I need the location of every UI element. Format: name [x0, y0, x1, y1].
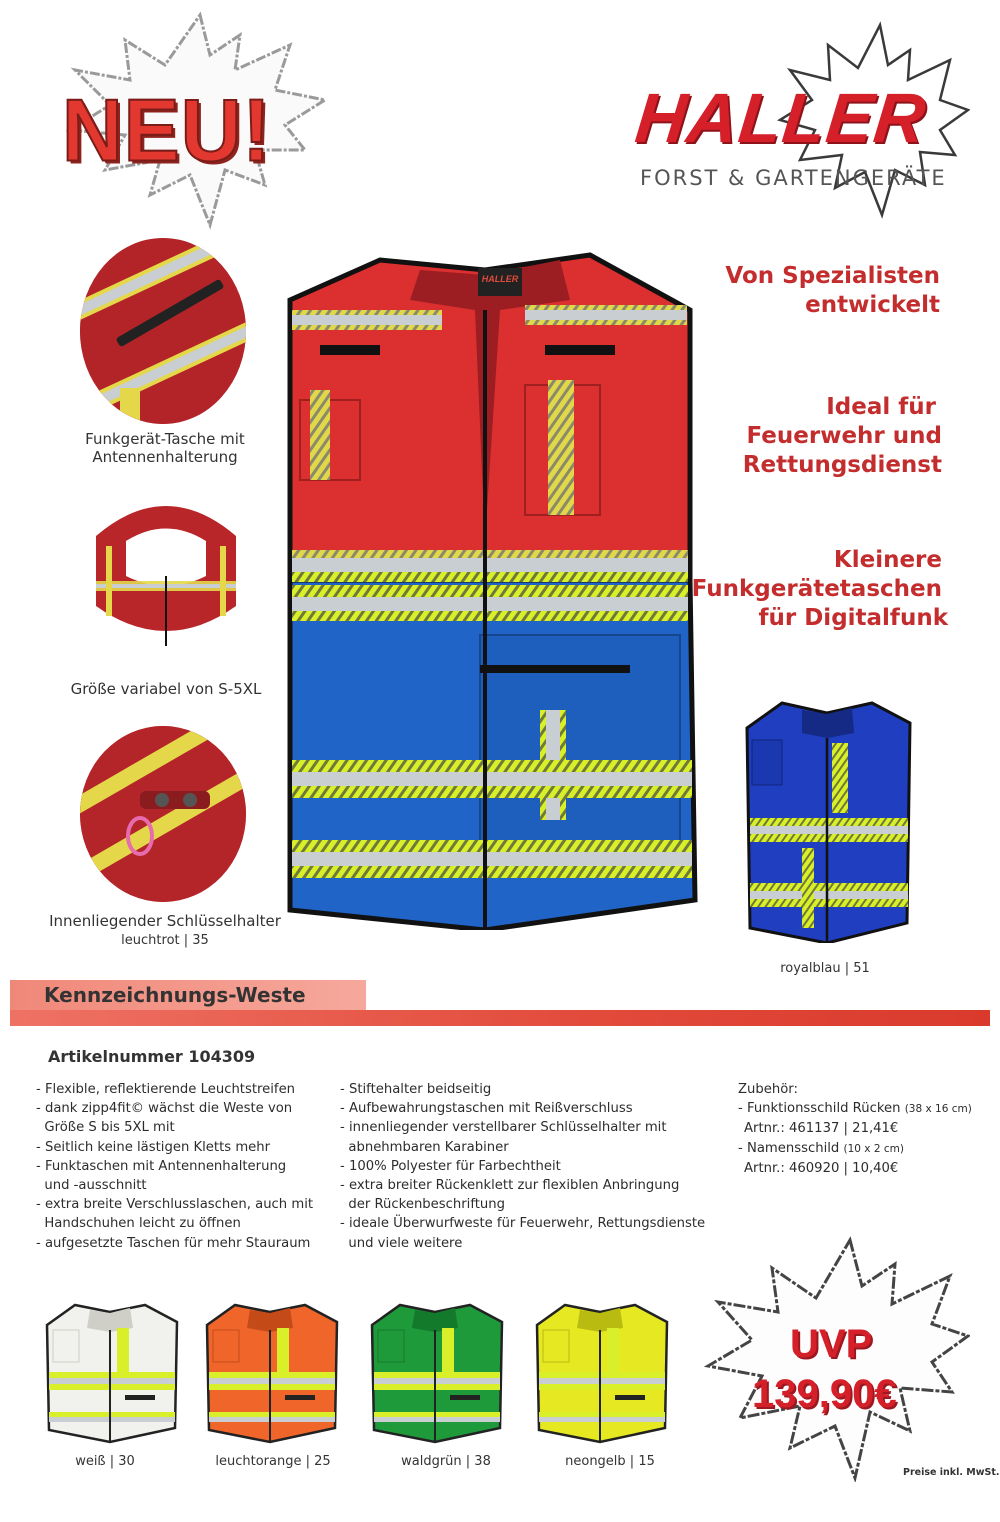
product-title: Kennzeichnungs-Weste [44, 983, 306, 1007]
accessories-list [738, 1080, 988, 1178]
variant-vest-part [615, 1395, 645, 1400]
variant-vest-part [125, 1395, 155, 1400]
variant-label: leuchtorange | 25 [215, 1454, 331, 1469]
list-item: Handschuhen leicht zu öffnen [36, 1216, 241, 1232]
variant-vest-part [607, 1328, 619, 1376]
detail-photo-size [86, 486, 246, 658]
variant-vest-part [117, 1328, 129, 1376]
feature-list-middle [340, 1080, 720, 1253]
variant-vest-part [539, 1378, 665, 1384]
variant-vest-part [539, 1417, 665, 1422]
vest-collar-label: HALLER [481, 274, 519, 284]
detail-caption-size: Größe variabel von S-5XL [70, 680, 262, 698]
list-item: abnehmbaren Karabiner [340, 1139, 509, 1155]
detail-photo-key-holder [80, 726, 246, 902]
accessory-art: Artnr.: 461137 | 21,41€ [744, 1121, 899, 1137]
variant-vest-part [209, 1372, 335, 1378]
variant-vest-part [378, 1330, 404, 1362]
list-item: - Aufbewahrungstaschen mit Reißverschluss [340, 1101, 633, 1117]
list-item: - dank zipp4fit© wächst die Weste von [36, 1101, 293, 1117]
variant-vest-part [374, 1412, 500, 1417]
variant-vest-part [539, 1412, 665, 1417]
vat-note: Preise inkl. MwSt. [903, 1467, 1000, 1478]
feature-fire-rescue: Ideal für Feuerwehr und Rettungsdienst [742, 394, 942, 478]
variant-vest-part [49, 1372, 175, 1378]
list-item: - Flexible, reflektierende Leuchtstreifen [36, 1082, 296, 1097]
variant-vest-part [53, 1330, 79, 1362]
variant-vest-part [374, 1384, 500, 1390]
variant-gallery [30, 1300, 690, 1490]
variant-vest-part [49, 1417, 175, 1422]
variant-label: weiß | 30 [75, 1454, 135, 1469]
variant-vest-part [450, 1395, 480, 1400]
section-divider-bar [10, 1010, 990, 1026]
variant-vest-part [49, 1378, 175, 1384]
variant-vest-part [374, 1372, 500, 1378]
list-item: - aufgesetzte Taschen für mehr Stauraum [36, 1235, 311, 1251]
variant-vest [47, 1305, 177, 1442]
variant-vest-part [374, 1378, 500, 1384]
article-number: Artikelnummer 104309 [48, 1047, 256, 1066]
list-item: - Funktaschen mit Antennenhalterung [36, 1158, 287, 1174]
variant-vest-part [213, 1330, 239, 1362]
variant-vest-part [543, 1330, 569, 1362]
list-item: - extra breite Verschlusslaschen, auch mit [36, 1197, 314, 1213]
list-item: - ideale Überwurfweste für Feuerwehr, Rettungsdienste [340, 1216, 706, 1232]
variant-photo-royalblue [742, 698, 914, 943]
detail-caption-key-holder: Innenliegender Schlüsselhalter leuchtrot | 35 [49, 912, 281, 948]
price-label: UVP [790, 1322, 873, 1366]
variant-label-royalblue: royalblau | 51 [780, 961, 870, 976]
list-item: der Rückenbeschriftung [340, 1197, 506, 1213]
variant-vest [207, 1305, 337, 1442]
variant-vest [372, 1305, 502, 1442]
variant-vest-part [49, 1412, 175, 1417]
list-item: und viele weitere [340, 1235, 463, 1251]
detail-photo-radio-pocket [80, 238, 246, 424]
variant-vest-part [277, 1328, 289, 1376]
accessory-item: - Namensschild (10 x 2 cm) [738, 1140, 904, 1156]
variant-vest-part [442, 1328, 454, 1376]
list-item: - Stiftehalter beidseitig [340, 1082, 492, 1097]
variant-vest-part [209, 1417, 335, 1422]
list-item: - 100% Polyester für Farbechtheit [340, 1158, 561, 1174]
brand-logo-subtitle: FORST & GARTENGERÄTE [640, 166, 947, 190]
feature-list-left [36, 1080, 336, 1253]
variant-vest-part [49, 1384, 175, 1390]
accessory-art: Artnr.: 460920 | 10,40€ [744, 1160, 899, 1176]
variant-vest [537, 1305, 667, 1442]
list-item: und -ausschnitt [36, 1178, 147, 1194]
variant-vest-part [209, 1412, 335, 1417]
price-value: 139,90€ [752, 1372, 897, 1416]
variant-label: waldgrün | 38 [401, 1454, 491, 1469]
brand-logo-name: HALLER [631, 79, 930, 157]
variant-vest-part [374, 1417, 500, 1422]
variant-label: neongelb | 15 [565, 1454, 655, 1469]
variant-vest-part [539, 1372, 665, 1378]
list-item: - innenliegender verstellbarer Schlüsselhalter mit [340, 1120, 667, 1136]
feature-specialists: Von Spezialisten entwickelt [725, 263, 940, 318]
new-badge: NEU! [62, 80, 272, 180]
variant-vest-part [209, 1378, 335, 1384]
accessory-item: - Funktionsschild Rücken (38 x 16 cm) [738, 1101, 972, 1117]
variant-vest-part [285, 1395, 315, 1400]
detail-caption-radio-pocket: Funkgerät-Tasche mit Antennenhalterung [85, 430, 245, 466]
list-item: - Seitlich keine lästigen Kletts mehr [36, 1139, 271, 1155]
feature-digital-radio: Kleinere Funkgerätetaschen für Digitalfunk [691, 547, 948, 631]
list-item: Größe S bis 5XL mit [36, 1120, 175, 1136]
variant-vest-part [209, 1384, 335, 1390]
list-item: - extra breiter Rückenklett zur flexiblen Anbringung [340, 1178, 680, 1194]
variant-vests [30, 1300, 690, 1445]
accessories-title: Zubehör: [738, 1082, 798, 1097]
variant-vest-part [539, 1384, 665, 1390]
